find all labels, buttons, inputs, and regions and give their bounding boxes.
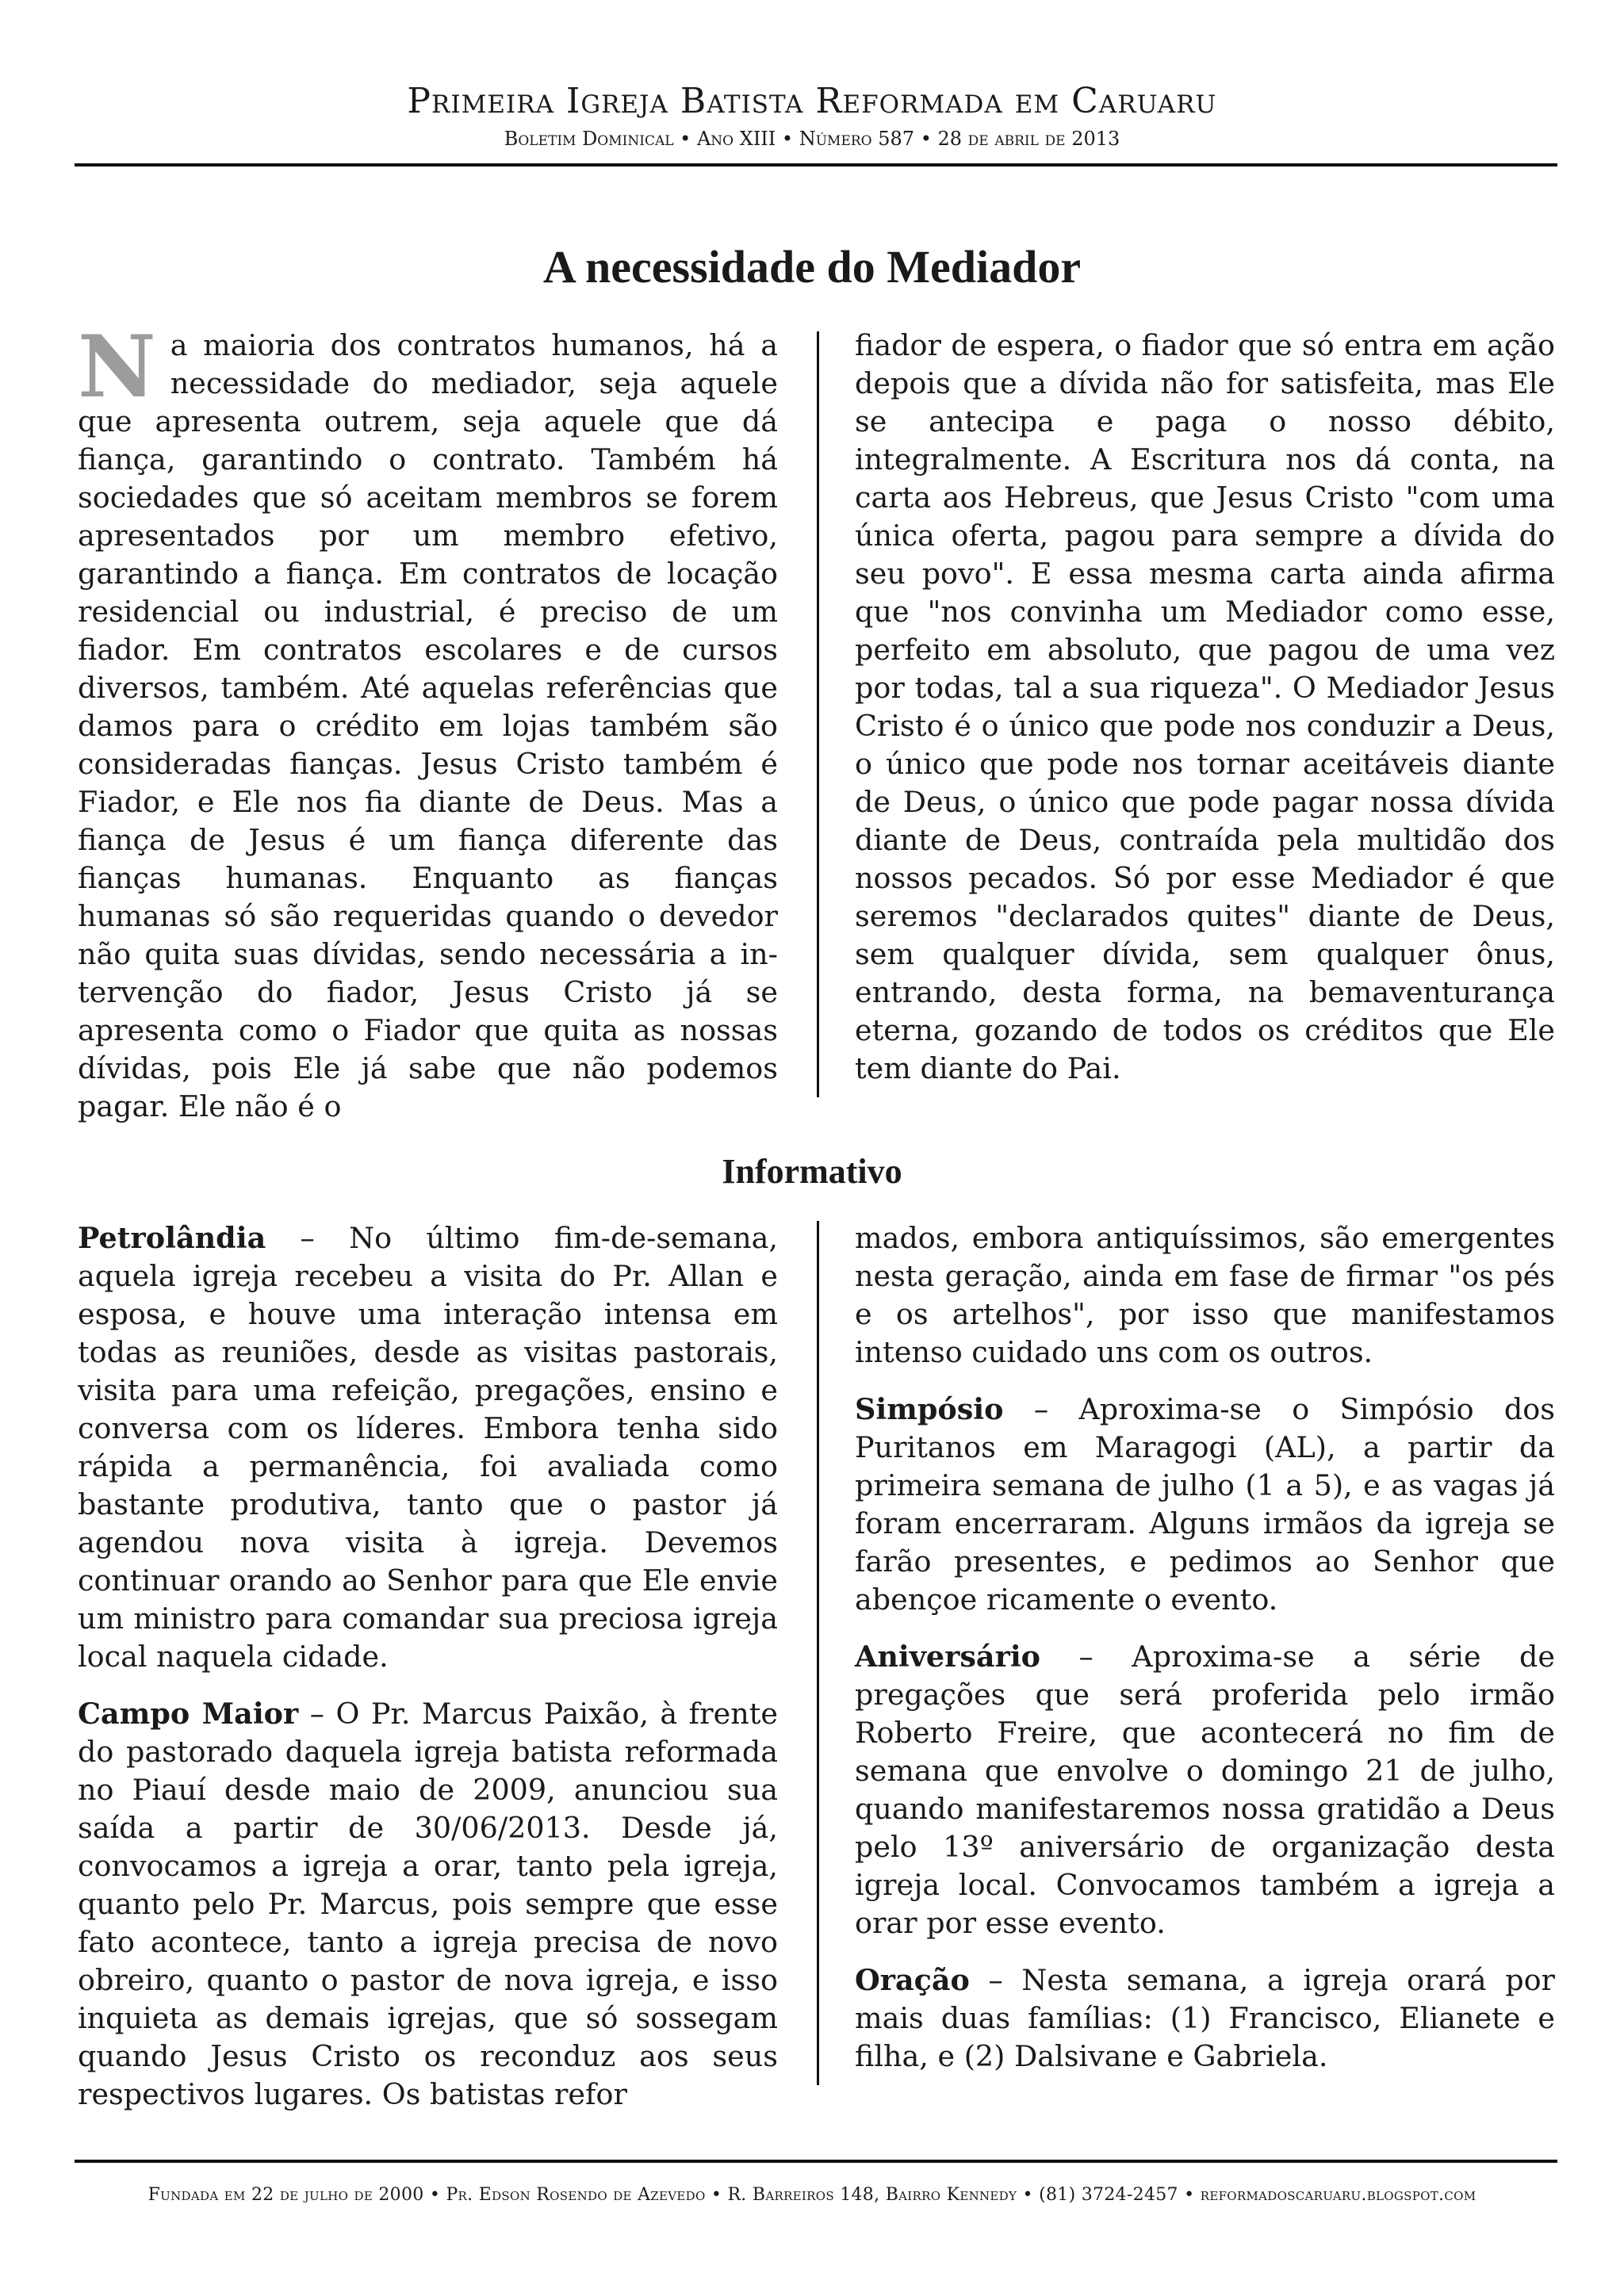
drop-cap: N [78,317,156,417]
column-divider [817,1221,819,2085]
article-title: A necessidade do Mediador [542,241,1082,293]
separator: • [710,2185,722,2205]
bulletin-number: Número 587 [799,128,915,150]
news-text: – Aproxima-se o Simpósio dos Puritanos em Maragogi (AL), a partir da primeira semana de julho (1 a 5), e as vagas já foram encerraram. Alguns irmãos da igreja se farão presentes, e pedimos ao Senhor que abençoe ricamente o evento. [855,1392,1555,1617]
masthead [0,79,1624,151]
bulletin-year: Ano XIII [696,128,776,150]
separator: • [680,128,691,150]
separator: • [1184,2185,1195,2205]
church-name: Primeira Igreja Batista Reformada em Caruaru [407,81,1217,121]
article-text-right: fiador de espera, o fiador que só entra em ação depois que a dívida não for satisfeita, mas Ele se antecipa e paga o nosso débito, integralmente. A Escritura nos dá conta, na carta aos Hebreus, que Jesus Cristo "com uma única oferta, pagou para sempre a dívida do seu povo". E essa mesma carta ainda afirma que "nos convinha um Mediador como esse, perfeito em absoluto, que pagou de uma vez por todas, tal a sua riqueza". O Mediador Jesus Cristo é o único que pode nos conduzir a Deus, o único que pode nos tornar aceitáveis diante de Deus, o único que pode pagar nossa dívida diante de Deus, contraída pela multidão dos nossos pecados. Só por esse Mediador é que seremos "declarados quites" diante de Deus, sem qualquer dívida, sem qualquer ônus, entrando, desta forma, na bemaventurança eterna, gozando de todos os créditos que Ele tem diante do Pai. [855,328,1555,1085]
news-lead: Simpósio [855,1392,1004,1426]
footer-founded: Fundada em 22 de julho de 2000 [147,2185,424,2205]
news-text: – Aproxima-se a série de pregações que será proferida pelo irmão Roberto Freire, que acontecerá no fim de semana que envolve o domingo 21 de julho, quando manifestaremos nossa gratidão a Deus pelo 13º aniversário de organização desta igreja local. Convocamos também a igreja a orar por esse evento. [855,1640,1555,1940]
article-column-right [855,327,1555,1088]
header-rule [75,163,1557,166]
news-text: – No último fim-de-semana, aquela igreja recebeu a visita do Pr. Allan e esposa, e houve uma interação intensa em todas as reuniões, desde as visitas pastorais, visita para uma refeição, pregações, ensino e conversa com os líderes. Embora tenha sido rápida a permanência, foi avaliada como bastante produtiva, tanto que o pastor já agendou nova visita à igreja. Devemos continuar orando ao Senhor para que Ele envie um ministro para comandar sua preciosa igreja local naquela cidade. [78,1221,778,1674]
footer-website[interactable]: reformadoscaruaru.blogspot.com [1200,2185,1477,2205]
bulletin-label: Boletim Dominical [504,128,674,150]
separator: • [1022,2185,1033,2205]
news-item-simposio [855,1391,1555,1619]
news-text: mados, embora antiquíssimos, são emergentes nesta geração, ainda em fase de firmar "os pés e os artelhos", por isso que manifestamos intenso cuidado uns com os outros. [855,1221,1555,1369]
news-lead: Aniversário [855,1640,1041,1674]
footer-address: R. Barreiros 148, Bairro Kennedy [727,2185,1017,2205]
article-text-left: a maioria dos contratos humanos, há a necessidade do mediador, seja aquele que apresenta outrem, seja aquele que dá fiança, garantindo o contrato. Também há sociedades que só aceitam membros se forem apresentados por um membro efetivo, garantindo a fiança. Em contratos de locação residencial ou industrial, é preciso de um fiador. Em contratos escolares e de cursos diversos, também. Até aquelas referências que damos para o crédito em lojas também são consideradas fianças. Jesus Cristo também é Fiador, e Ele nos fia diante de Deus. Mas a fiança de Jesus é um fiança diferente das fianças humanas. Enquanto as fianças humanas só são requeridas quando o devedor não quita suas dívidas, sendo necessária a intervenção do fiador, Jesus Cristo já se apresenta como o Fiador que quita as nossas dívidas, pois Ele já sabe que não podemos pagar. Ele não é o [78,328,778,1123]
info-title: Informativo [722,1152,902,1191]
news-text: – Nesta semana, a igreja orará por mais duas famílias: (1) Francisco, Elianete e filha, e (2) Dalsivane e Gabriela. [855,1963,1555,2073]
news-item-aniversario [855,1638,1555,1942]
news-lead: Campo Maior [78,1697,299,1731]
news-item-campo-maior [78,1695,778,2114]
separator: • [920,128,932,150]
news-item-petrolandia [78,1219,778,1676]
news-item-oracao [855,1961,1555,2076]
column-divider [817,331,819,1097]
info-column-right [855,1219,1555,2095]
separator: • [429,2185,441,2205]
footer [0,2185,1624,2205]
footer-rule [75,2160,1557,2163]
news-text: – O Pr. Marcus Paixão, à frente do pastorado daquela igreja batista reformada no Piauí desde maio de 2009, anunciou sua saída a partir de 30/06/2013. Desde já, convocamos a igreja a orar, tanto pela igreja, quanto pelo Pr. Marcus, pois sempre que esse fato acontece, tanto a igreja precisa de novo obreiro, quanto o pastor de nova igreja, e isso inquieta as demais igrejas, que só sossegam quando Jesus Cristo os reconduz aos seus respectivos lugares. Os batistas refor [78,1697,779,2111]
bulletin-date: 28 de abril de 2013 [937,128,1120,150]
bulletin-info [0,127,1624,151]
footer-pastor: Pr. Edson Rosendo de Azevedo [446,2185,706,2205]
separator: • [781,128,794,150]
news-lead: Petrolândia [78,1221,266,1255]
news-lead: Oração [855,1963,970,1997]
info-column-left [78,1219,778,2133]
news-item-campo-maior-continued [855,1219,1555,1372]
article-column-left [78,317,778,1126]
footer-phone: (81) 3724-2457 [1039,2185,1178,2205]
